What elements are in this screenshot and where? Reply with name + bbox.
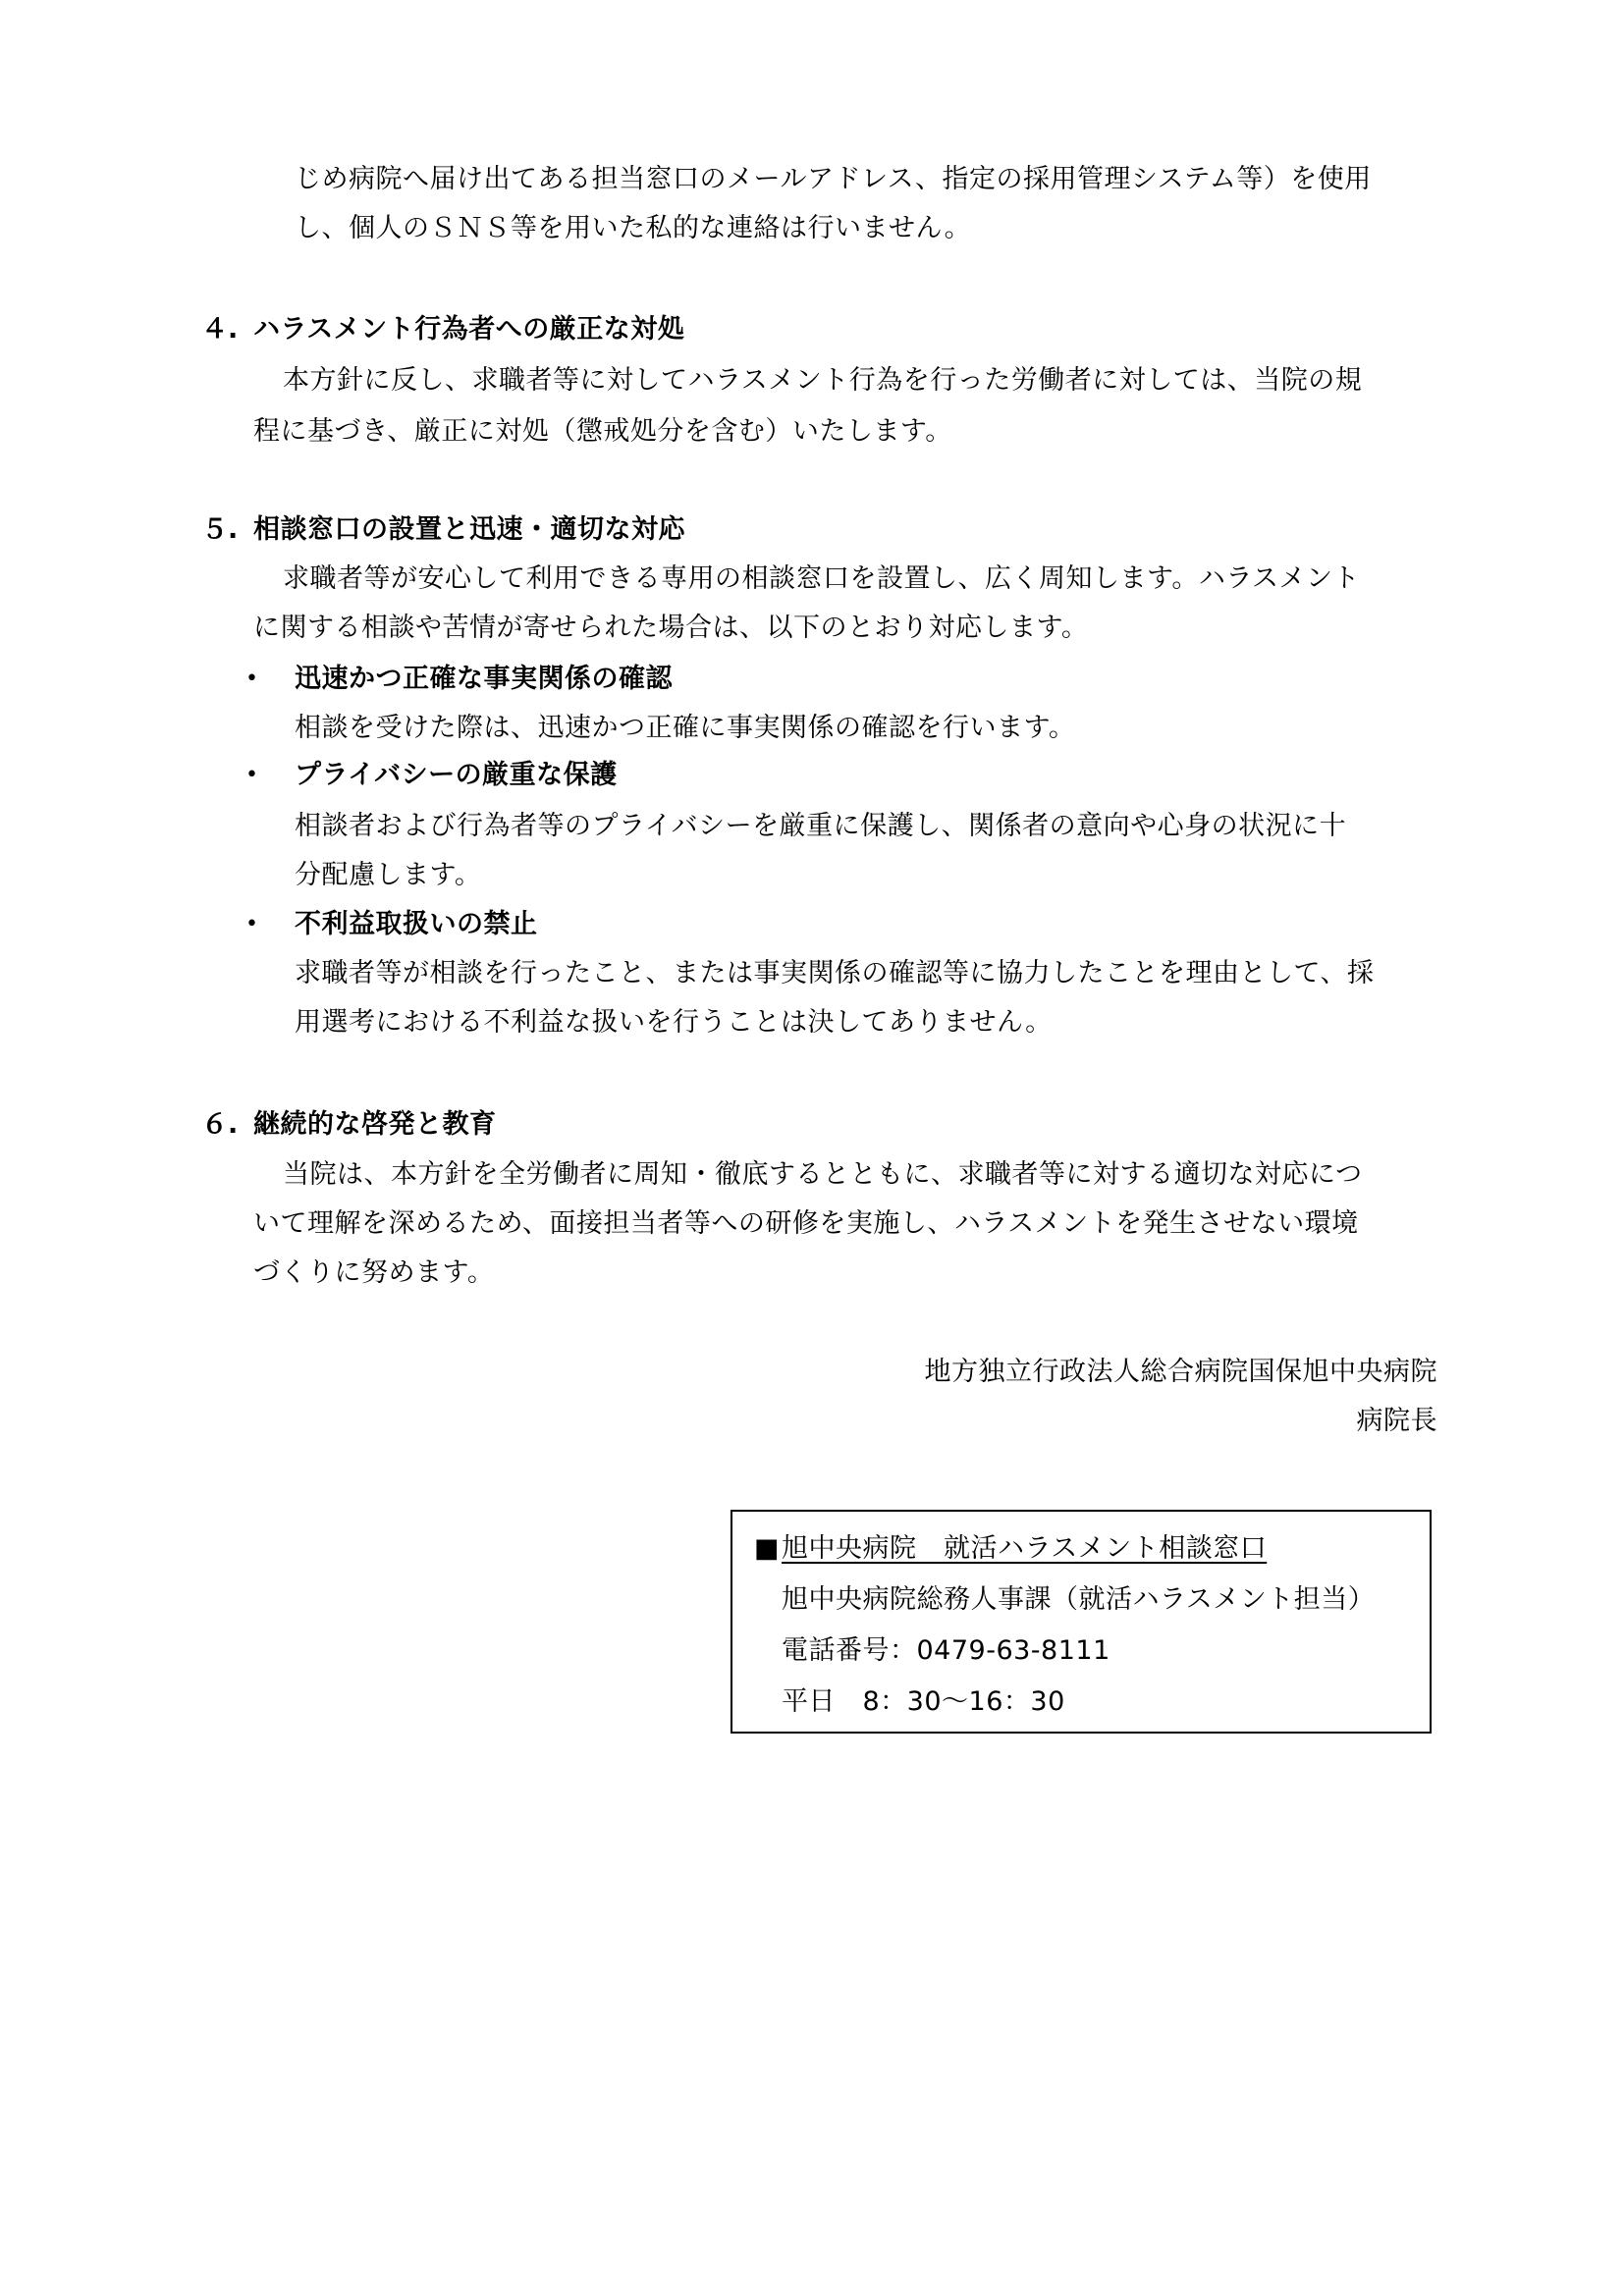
- section-6-title: 継続的な啓発と教育: [253, 1109, 497, 1140]
- section-6-body-line-1: 当院は、本方針を全労働者に周知・徹底するとともに、求職者等に対する適切な対応につ: [283, 1159, 1363, 1190]
- contact-marker: ■: [754, 1533, 781, 1564]
- contact-phone: 電話番号：0479-63-8111: [782, 1635, 1110, 1666]
- bullet-marker: •: [245, 912, 258, 936]
- bullet-2-line-2: 分配慮します。: [295, 860, 482, 890]
- section-5-body-line-2: に関する相談や苦情が寄せられた場合は、以下のとおり対応します。: [253, 613, 1089, 643]
- section-4-title: ハラスメント行為者への厳正な対処: [253, 314, 685, 345]
- section-6-body-line-3: づくりに努めます。: [253, 1257, 495, 1288]
- bullet-3-line-2: 用選考における不利益な扱いを行うことは決してありません。: [295, 1007, 1053, 1038]
- section-5-body-line-1: 求職者等が安心して利用できる専用の相談窓口を設置し、広く周知します。ハラスメント: [283, 563, 1361, 594]
- contact-hours: 平日 8：30～16：30: [782, 1686, 1065, 1717]
- bullet-3-line-1: 求職者等が相談を行ったこと、または事実関係の確認等に協力したことを理由として、採: [295, 958, 1375, 988]
- section-5-title: 相談窓口の設置と迅速・適切な対応: [253, 514, 685, 545]
- signature-organization: 地方独立行政法人総合病院国保旭中央病院: [924, 1357, 1437, 1387]
- bullet-2-line-1: 相談者および行為者等のプライバシーを厳重に保護し、関係者の意向や心身の状況に十: [295, 811, 1347, 841]
- bullet-1-line-1: 相談を受けた際は、迅速かつ正確に事実関係の確認を行います。: [295, 713, 1076, 743]
- contact-department: 旭中央病院総務人事課（就活ハラスメント担当）: [782, 1584, 1376, 1615]
- contact-title: 旭中央病院 就活ハラスメント相談窓口: [782, 1533, 1268, 1564]
- bullet-2-title: プライバシーの厳重な保護: [295, 760, 618, 790]
- section-6-number: ６.: [201, 1109, 239, 1140]
- section-4-body-line-1: 本方針に反し、求職者等に対してハラスメント行為を行った労働者に対しては、当院の規: [283, 365, 1363, 396]
- section-6-body-line-2: いて理解を深めるため、面接担当者等への研修を実施し、ハラスメントを発生させない環境: [253, 1208, 1359, 1239]
- intro-line-2: し、個人のＳＮＳ等を用いた私的な連絡は行いません。: [295, 213, 972, 243]
- bullet-marker: •: [245, 763, 258, 787]
- bullet-marker: •: [245, 667, 258, 691]
- section-4-body-line-2: 程に基づき、厳正に対処（懲戒処分を含む）いたします。: [253, 416, 952, 447]
- section-5-number: ５.: [201, 514, 239, 545]
- bullet-1-title: 迅速かつ正確な事実関係の確認: [295, 664, 673, 694]
- section-4-number: ４.: [201, 314, 239, 345]
- signature-position: 病院長: [1356, 1406, 1437, 1436]
- bullet-3-title: 不利益取扱いの禁止: [295, 909, 538, 939]
- intro-line-1: じめ病院へ届け出てある担当窓口のメールアドレス、指定の採用管理システム等）を使用: [295, 164, 1372, 194]
- contact-box: [731, 1510, 1432, 1734]
